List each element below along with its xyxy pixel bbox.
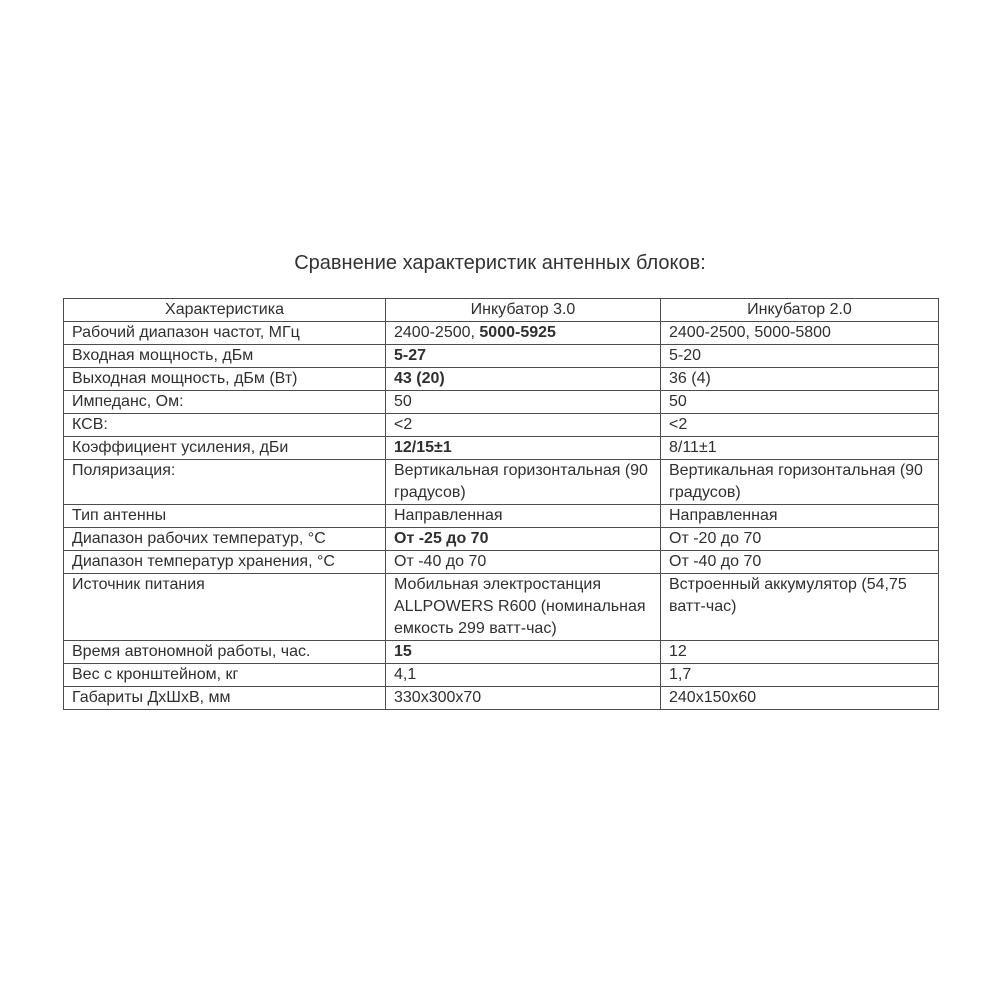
table-row xyxy=(64,437,939,460)
table-row xyxy=(64,574,939,641)
cell-incubator-30: От -40 до 70 xyxy=(386,551,661,574)
cell-incubator-20: 36 (4) xyxy=(661,368,939,391)
table-row xyxy=(64,687,939,710)
cell-incubator-30: 50 xyxy=(386,391,661,414)
row-label: Тип антенны xyxy=(64,505,386,528)
cell-incubator-30: 4,1 xyxy=(386,664,661,687)
row-label: КСВ: xyxy=(64,414,386,437)
cell-incubator-30: 330x300x70 xyxy=(386,687,661,710)
table-row xyxy=(64,528,939,551)
cell-incubator-30: 12/15±1 xyxy=(386,437,661,460)
table-header-row xyxy=(64,299,939,322)
cell-incubator-20: Вертикальная горизонтальная (90 градусов) xyxy=(661,460,939,505)
cell-incubator-20: Направленная xyxy=(661,505,939,528)
table-row xyxy=(64,641,939,664)
row-label: Рабочий диапазон частот, МГц xyxy=(64,322,386,345)
table-row xyxy=(64,460,939,505)
cell-incubator-20: Встроенный аккумулятор (54,75 ватт-час) xyxy=(661,574,939,641)
table-row xyxy=(64,551,939,574)
cell-incubator-20: От -40 до 70 xyxy=(661,551,939,574)
cell-incubator-20: 5-20 xyxy=(661,345,939,368)
table-row xyxy=(64,345,939,368)
cell-incubator-30: 2400-2500, 5000-5925 xyxy=(386,322,661,345)
row-label: Коэффициент усиления, дБи xyxy=(64,437,386,460)
row-label: Импеданс, Ом: xyxy=(64,391,386,414)
row-label: Входная мощность, дБм xyxy=(64,345,386,368)
comparison-table xyxy=(63,298,939,710)
row-label: Вес с кронштейном, кг xyxy=(64,664,386,687)
cell-incubator-30: Направленная xyxy=(386,505,661,528)
row-label: Выходная мощность, дБм (Вт) xyxy=(64,368,386,391)
cell-incubator-20: 2400-2500, 5000-5800 xyxy=(661,322,939,345)
column-header-2: Инкубатор 2.0 xyxy=(661,299,939,322)
table-row xyxy=(64,391,939,414)
row-label: Поляризация: xyxy=(64,460,386,505)
row-label: Источник питания xyxy=(64,574,386,641)
table-body xyxy=(64,322,939,710)
cell-incubator-20: 50 xyxy=(661,391,939,414)
cell-incubator-30: Мобильная электростанция ALLPOWERS R600 (номинальная емкость 299 ватт-час) xyxy=(386,574,661,641)
cell-incubator-30: Вертикальная горизонтальная (90 градусов) xyxy=(386,460,661,505)
row-label: Диапазон температур хранения, °С xyxy=(64,551,386,574)
cell-incubator-20: От -20 до 70 xyxy=(661,528,939,551)
cell-incubator-30: <2 xyxy=(386,414,661,437)
cell-incubator-30: 15 xyxy=(386,641,661,664)
table-row xyxy=(64,322,939,345)
table-row xyxy=(64,414,939,437)
row-label: Диапазон рабочих температур, °С xyxy=(64,528,386,551)
cell-incubator-30: 5-27 xyxy=(386,345,661,368)
table-row xyxy=(64,368,939,391)
comparison-table-container xyxy=(63,298,939,710)
cell-incubator-30: 43 (20) xyxy=(386,368,661,391)
column-header-1: Инкубатор 3.0 xyxy=(386,299,661,322)
cell-incubator-20: 240x150x60 xyxy=(661,687,939,710)
cell-incubator-20: 8/11±1 xyxy=(661,437,939,460)
cell-incubator-20: 1,7 xyxy=(661,664,939,687)
cell-incubator-20: <2 xyxy=(661,414,939,437)
table-row xyxy=(64,664,939,687)
column-header-0: Характеристика xyxy=(64,299,386,322)
row-label: Время автономной работы, час. xyxy=(64,641,386,664)
table-row xyxy=(64,505,939,528)
page-title: Сравнение характеристик антенных блоков: xyxy=(294,252,706,274)
row-label: Габариты ДхШхВ, мм xyxy=(64,687,386,710)
cell-incubator-30: От -25 до 70 xyxy=(386,528,661,551)
cell-incubator-20: 12 xyxy=(661,641,939,664)
